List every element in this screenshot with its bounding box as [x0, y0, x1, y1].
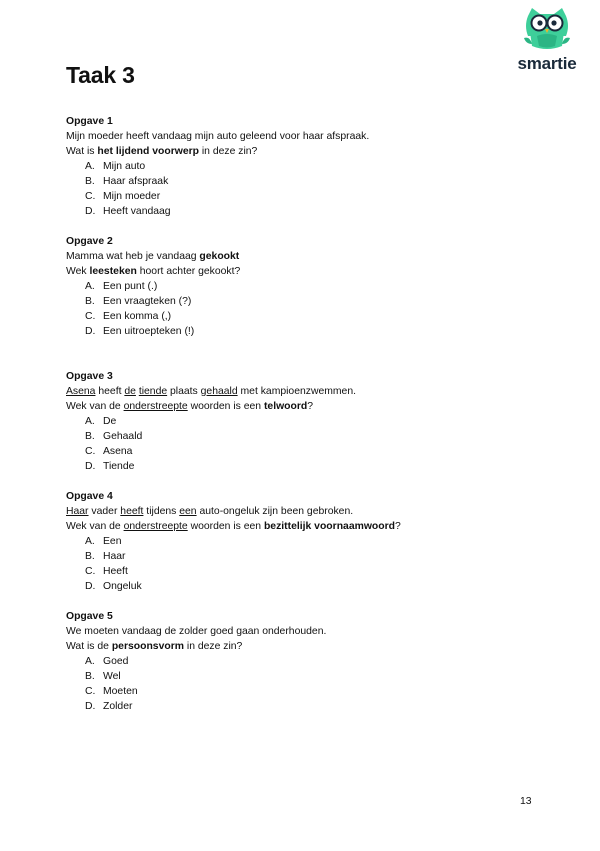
- question-title: Opgave 3: [66, 371, 113, 382]
- option-letter: C.: [85, 191, 96, 202]
- option-letter: C.: [85, 566, 96, 577]
- answer-option: [85, 654, 546, 669]
- question-sentence: [66, 249, 546, 264]
- smartie-logo: [510, 6, 584, 76]
- text-segment: met kampioenzwemmen.: [237, 386, 357, 397]
- option-letter: B.: [85, 296, 95, 307]
- answer-option: [85, 204, 546, 219]
- answer-options: [66, 159, 546, 219]
- option-text: Asena: [103, 446, 133, 457]
- text-segment: vader: [88, 506, 121, 517]
- underlined-word: onderstreepte: [123, 521, 188, 532]
- question-5: [66, 609, 546, 714]
- text-segment: We moeten vandaag de zolder goed gaan onderhouden.: [66, 626, 327, 637]
- option-text: Mijn auto: [103, 161, 146, 172]
- option-letter: C.: [85, 686, 96, 697]
- option-letter: D.: [85, 206, 96, 217]
- answer-option: [85, 444, 546, 459]
- emphasis-text: gekookt: [199, 251, 240, 262]
- question-title: Opgave 1: [66, 116, 113, 127]
- text-segment: tijdens: [143, 506, 180, 517]
- answer-options: [66, 654, 546, 714]
- text-segment: Wek van de: [66, 521, 124, 532]
- option-text: Goed: [103, 656, 129, 667]
- text-segment: ?: [395, 521, 401, 532]
- option-letter: D.: [85, 701, 96, 712]
- answer-option: [85, 699, 546, 714]
- question-prompt: [66, 264, 546, 279]
- emphasis-text: persoonsvorm: [111, 641, 184, 652]
- text-segment: Mamma wat heb je vandaag: [66, 251, 200, 262]
- option-letter: D.: [85, 461, 96, 472]
- text-segment: Wek: [66, 266, 90, 277]
- option-letter: A.: [85, 161, 95, 172]
- question-prompt: [66, 144, 546, 159]
- answer-option: [85, 564, 546, 579]
- text-segment: auto-ongeluk zijn been gebroken.: [196, 506, 354, 517]
- underlined-word: de: [124, 386, 136, 397]
- option-letter: D.: [85, 581, 96, 592]
- underlined-word: heeft: [120, 506, 144, 517]
- question-prompt: [66, 399, 546, 414]
- answer-option: [85, 309, 546, 324]
- answer-option: [85, 579, 546, 594]
- text-segment: ?: [307, 401, 314, 412]
- option-text: Zolder: [103, 701, 133, 712]
- emphasis-text: leesteken: [89, 266, 137, 277]
- answer-option: [85, 279, 546, 294]
- answer-options: [66, 279, 546, 339]
- text-segment: Wat is: [66, 146, 98, 157]
- option-text: Wel: [103, 671, 121, 682]
- underlined-word: onderstreepte: [123, 401, 188, 412]
- answer-option: [85, 159, 546, 174]
- answer-option: [85, 324, 546, 339]
- page-title: Taak 3: [66, 62, 135, 88]
- answer-option: [85, 669, 546, 684]
- underlined-word: Haar: [66, 506, 89, 517]
- underlined-word: gehaald: [200, 386, 238, 397]
- answer-option: [85, 189, 546, 204]
- text-segment: heeft: [95, 386, 125, 397]
- option-text: Een vraagteken (?): [103, 296, 192, 307]
- answer-option: [85, 534, 546, 549]
- option-text: Heeft vandaag: [103, 206, 171, 217]
- underlined-word: een: [179, 506, 197, 517]
- underlined-word: tiende: [138, 386, 168, 397]
- option-letter: B.: [85, 671, 95, 682]
- text-segment: Wat is de: [66, 641, 112, 652]
- emphasis-text: bezittelijk voornaamwoord: [263, 521, 396, 532]
- owl-icon: [520, 6, 574, 52]
- question-sentence: [66, 624, 546, 639]
- option-letter: C.: [85, 446, 96, 457]
- option-letter: B.: [85, 176, 95, 187]
- answer-options: [66, 414, 546, 474]
- question-3: [66, 369, 546, 474]
- page-number: 13: [520, 796, 532, 807]
- answer-option: [85, 429, 546, 444]
- option-letter: C.: [85, 311, 96, 322]
- option-text: Heeft: [103, 566, 128, 577]
- question-4: [66, 489, 546, 594]
- text-segment: Wek van de: [66, 401, 124, 412]
- question-1: [66, 114, 546, 219]
- option-letter: A.: [85, 656, 95, 667]
- text-segment: woorden is een: [187, 401, 264, 412]
- option-text: Haar afspraak: [103, 176, 169, 187]
- emphasis-text: het lijdend voorwerp: [97, 146, 199, 157]
- question-sentence: [66, 504, 546, 519]
- question-prompt: [66, 519, 546, 534]
- question-list: [66, 114, 546, 714]
- option-letter: A.: [85, 416, 95, 427]
- question-title: Opgave 4: [66, 491, 113, 502]
- underlined-word: Asena: [66, 386, 96, 397]
- option-text: Tiende: [103, 461, 135, 472]
- answer-option: [85, 684, 546, 699]
- option-text: Gehaald: [103, 431, 143, 442]
- answer-option: [85, 459, 546, 474]
- option-text: Haar: [103, 551, 126, 562]
- option-letter: A.: [85, 536, 95, 547]
- option-text: Een: [103, 536, 122, 547]
- answer-option: [85, 294, 546, 309]
- answer-option: [85, 549, 546, 564]
- logo-text: smartie: [517, 54, 577, 73]
- question-title: Opgave 5: [66, 611, 113, 622]
- question-sentence: [66, 384, 546, 399]
- text-segment: in deze zin?: [198, 146, 258, 157]
- option-text: Een komma (,): [103, 311, 172, 322]
- option-text: Moeten: [103, 686, 138, 697]
- text-segment: in deze zin?: [184, 641, 243, 652]
- option-text: Een uitroepteken (!): [103, 326, 195, 337]
- option-text: Ongeluk: [103, 581, 142, 592]
- question-prompt: [66, 639, 546, 654]
- option-text: Een punt (.): [103, 281, 158, 292]
- option-letter: B.: [85, 431, 95, 442]
- emphasis-text: telwoord: [263, 401, 308, 412]
- question-title: Opgave 2: [66, 236, 113, 247]
- text-segment: plaats: [167, 386, 201, 397]
- question-2: [66, 234, 546, 339]
- answer-options: [66, 534, 546, 594]
- question-sentence: [66, 129, 546, 144]
- text-segment: hoort achter gekookt?: [136, 266, 241, 277]
- option-letter: B.: [85, 551, 95, 562]
- text-segment: woorden is een: [187, 521, 264, 532]
- option-text: Mijn moeder: [103, 191, 161, 202]
- text-segment: Mijn moeder heeft vandaag mijn auto geleend voor haar afspraak.: [66, 131, 370, 142]
- option-letter: D.: [85, 326, 96, 337]
- option-text: De: [103, 416, 117, 427]
- answer-option: [85, 414, 546, 429]
- answer-option: [85, 174, 546, 189]
- option-letter: A.: [85, 281, 95, 292]
